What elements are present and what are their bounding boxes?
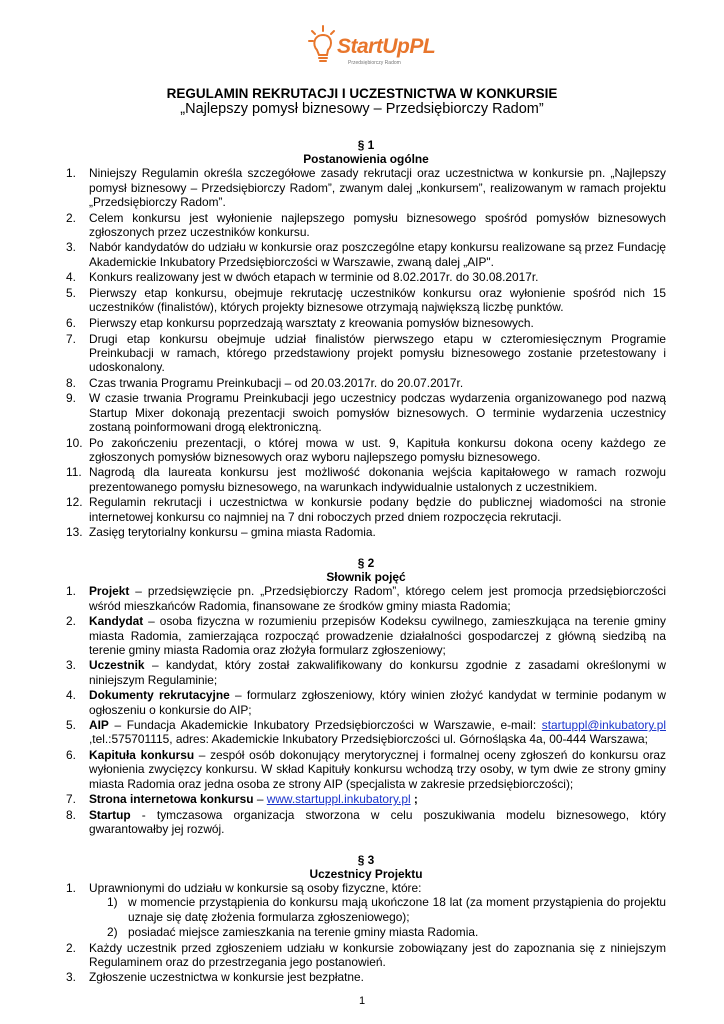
document-title: REGULAMIN REKRUTACJI I UCZESTNICTWA W KONKURSIE [166,86,558,101]
page-number: 1 [358,995,366,1007]
list-item: 7. Drugi etap konkursu obejmuje udział finalistów pierwszego etapu w czteromiesięcznym Programie Preinkubacji w ramach, którego przedstawiony projekt pomysłu biznesowego zostanie przetestowany i udoskonalony. [66,331,666,375]
list-item: 2. Celem konkursu jest wyłonienie najlepszego pomysłu biznesowego spośród pomysłów biznesowych zgłoszonych przez uczestników konkursu. [66,210,666,239]
list-item: 13. Zasięg terytorialny konkursu – gmina miasta Radomia. [66,525,376,540]
section-2-list [66,584,666,836]
list-item: 9. W czasie trwania Programu Preinkubacji jego uczestnicy podczas wydarzenia organizowanego pod nazwą Startup Mixer dokonają prezentacji swoich pomysłów biznesowych. O terminie wydarzenia uczestnicy zostaną poinformowani drogą elektroniczną. [66,391,666,434]
section-1-list [66,166,666,539]
logo-subtext: Przedsiębiorczy Radom [348,60,401,66]
section-2-title: Słownik pojęć [326,570,406,585]
sub-list [89,895,666,939]
list-item: 3. Zgłoszenie uczestnictwa w konkursie jest bezpłatne. [66,970,364,985]
section-3-number: § 3 [357,852,375,867]
list-item: 3. Nabór kandydatów do udziału w konkursie oraz poszczególne etapy konkursu realizowane są przez Fundację Akademickie Inkubatory Przedsiębiorczości w Warszawie, zwaną dalej „AIP". [66,240,666,269]
startuppl-logo [308,24,436,72]
document-subtitle: „Najlepszy pomysł biznesowy – Przedsiębiorczy Radom” [180,101,544,117]
list-item: 8. Czas trwania Programu Preinkubacji – od 20.03.2017r. do 20.07.2017r. [66,375,464,390]
section-1-number: § 1 [357,138,375,152]
section-3-list [66,881,666,984]
definition-item: 8. Startup - tymczasowa organizacja stworzona w celu poszukiwania modelu biznesowego, który gwarantowałby jej rozwój. [66,807,666,837]
email-link[interactable]: startuppl@inkubatory.pl [541,718,666,733]
list-item: 6. Pierwszy etap konkursu poprzedzają warsztaty z kreowania pomysłów biznesowych. [66,315,534,330]
section-3-title: Uczestnicy Projektu [309,867,423,882]
list-item: 5. Pierwszy etap konkursu, obejmuje rekrutację uczestników konkursu oraz wyłonienie spośród nich 15 uczestników (finalistów), których projekty biznesowe otrzymają największą liczbę punktów. [66,286,666,315]
definition-item: 5. AIP – Fundacja Akademickie Inkubatory Przedsiębiorczości w Warszawie, e-mail: startuppl@inkubatory.pl ,tel.:575701115, adres: Akademickie Inkubatory Przedsiębiorczości ul. Górnośląska 4a, 00-444 Warszawa; [66,718,666,747]
list-item: 12. Regulamin rekrutacji i uczestnictwa w konkursie podany będzie do publicznej wiadomości na stronie internetowej konkursu co najmniej na 7 dni roboczych przed dniem rozpoczęcia rekrutacji. [66,495,666,524]
definition-item: 6. Kapituła konkursu – zespół osób dokonujący merytorycznej i formalnej oceny zgłoszeń do konkursu oraz wyłonienia zwycięzcy konkursu. W skład Kapituły konkursu wchodzą trzy osoby, w tym dwie ze strony gminy miasta Radomia oraz jedna osoba ze strony AIP (specjalista w zakresie przedsiębiorczości); [66,748,666,791]
list-item: 1. Niniejszy Regulamin określa szczegółowe zasady rekrutacji oraz uczestnictwa w konkursie pn. „Najlepszy pomysł biznesowy – Przedsiębiorczy Radom”, zwanym dalej „konkursem”, realizowanym w ramach projektu „Przedsiębiorczy Radom”. [66,166,666,209]
sub-list-item: 2) posiadać miejsce zamieszkania na terenie gminy miasta Radomia. [107,924,479,939]
document-body [66,138,666,986]
list-item: 4. Konkurs realizowany jest w dwóch etapach w terminie od 8.02.2017r. do 30.08.2017r. [66,270,539,285]
definition-item: 1. Projekt – przedsięwzięcie pn. „Przedsiębiorczy Radom”, którego celem jest promocja przedsiębiorczości wśród mieszkańców Radomia, finansowane ze środków gminy miasta Radomia; [66,584,666,613]
definition-item: 2. Kandydat – osoba fizyczna w rozumieniu przepisów Kodeksu cywilnego, zamieszkująca na terenie gminy miasta Radomia, zamierzająca rozpocząć prowadzenie działalności gospodarczej z główną siedzibą na terenie gminy miasta Radomia oraz złożyła formularz zgłoszeniowy; [66,614,666,657]
definition-item: 4. Dokumenty rekrutacyjne – formularz zgłoszeniowy, który winien złożyć kandydat w terminie podanym w ogłoszeniu o konkursie do AIP; [66,688,666,717]
lightbulb-icon [308,24,338,68]
logo-wordmark: StartUpPL [337,35,436,58]
website-link[interactable]: www.startuppl.inkubatory.pl [266,792,411,807]
list-item: 10. Po zakończeniu prezentacji, o której mowa w ust. 9, Kapituła konkursu dokona oceny każdego ze zgłoszonych pomysłów biznesowych oraz wyboru najlepszego pomysłu biznesowego. [66,435,666,464]
list-item: 1. Uprawnionymi do udziału w konkursie są osoby fizyczne, które: 1) w momencie przystąpienia do konkursu mają ukończone 18 lat (za moment przystąpienia do projektu uznaje się datę złożenia formularza zgłoszeniowego); 2) posiadać miejsce zamieszkania na terenie gminy miasta Radomia. [66,881,666,939]
definition-item: 7. Strona internetowa konkursu – www.startuppl.inkubatory.pl ; [66,792,418,807]
sub-list-item: 1) w momencie przystąpienia do konkursu mają ukończone 18 lat (za moment przystąpienia do projektu uznaje się datę złożenia formularza zgłoszeniowego); [107,895,666,924]
section-2-number: § 2 [357,555,375,570]
list-item: 11. Nagrodą dla laureata konkursu jest możliwość dokonania wejścia kapitałowego w ramach rozwoju prezentowanego pomysłu biznesowego, na warunkach indywidualnie ustalonych z uczestnikiem. [66,465,666,494]
definition-item: 3. Uczestnik – kandydat, który został zakwalifikowany do konkursu zgodnie z zasadami określonymi w niniejszym Regulaminie; [66,658,666,687]
list-item: 2. Każdy uczestnik przed zgłoszeniem udziału w konkursie zobowiązany jest do zapoznania się z niniejszym Regulaminem oraz do przestrzegania jego postanowień. [66,940,666,969]
section-1-title: Postanowienia ogólne [303,152,429,167]
